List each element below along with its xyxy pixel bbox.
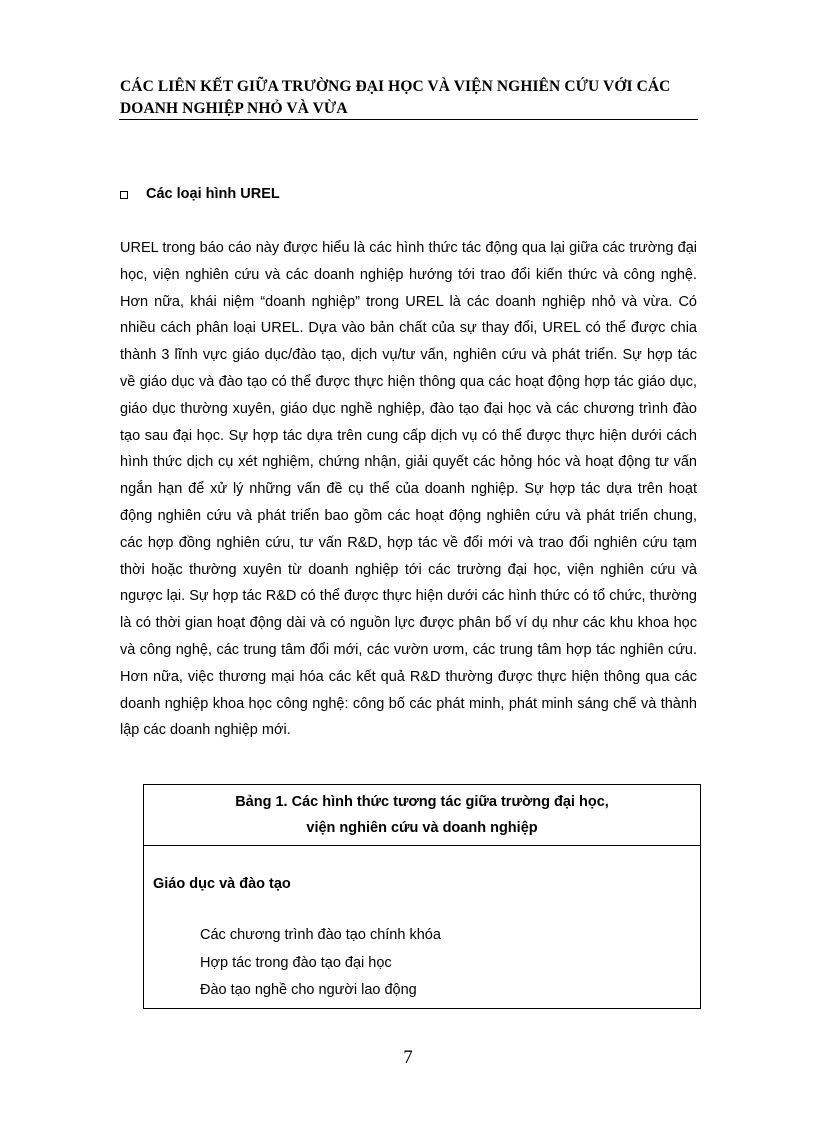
table-1 (143, 784, 701, 1009)
table-section-heading: Giáo dục và đào tạo (153, 876, 291, 892)
table-item: Đào tạo nghề cho người lao động (200, 982, 417, 998)
table-caption-line-2: viện nghiên cứu và doanh nghiệp (306, 820, 538, 836)
section-heading-text: Các loại hình UREL (146, 186, 280, 202)
section-heading (120, 184, 280, 204)
table-item: Các chương trình đào tạo chính khóa (200, 927, 441, 943)
table-caption-line-1: Bảng 1. Các hình thức tương tác giữa trường đại học, (235, 794, 609, 810)
page-number: 7 (403, 1047, 413, 1068)
table-item: Hợp tác trong đào tạo đại học (200, 954, 392, 971)
header-line-2: DOANH NGHIỆP NHỎ VÀ VỪA (120, 100, 348, 117)
table-item-list (200, 922, 441, 1005)
header-rule (119, 119, 698, 120)
header-line-1: CÁC LIÊN KẾT GIỮA TRƯỜNG ĐẠI HỌC VÀ VIỆN NGHIÊN CỨU VỚI CÁC (120, 78, 671, 95)
table-divider (144, 845, 700, 846)
running-header (120, 76, 698, 120)
square-bullet-icon (120, 191, 128, 199)
table-caption (144, 789, 700, 841)
body-paragraph: UREL trong báo cáo này được hiểu là các hình thức tác động qua lại giữa các trường đại học, viện nghiên cứu và các doanh nghiệp hướng tới trao đổi kiến thức và công nghệ. Hơn nữa, khái niệm “doanh nghiệp” trong UREL là các doanh nghiệp nhỏ và vừa. Có nhiều cách phân loại UREL. Dựa vào bản chất của sự thay đổi, UREL có thể được chia thành 3 lĩnh vực giáo dục/đào tạo, dịch vụ/tư vấn, nghiên cứu và phát triển. Sự hợp tác về giáo dục và đào tạo có thể được thực hiện thông qua các hoạt động hợp tác giáo dục, giáo dục thường xuyên, giáo dục nghề nghiệp, đào tạo đại học và các chương trình đào tạo sau đại học. Sự hợp tác dựa trên cung cấp dịch vụ có thể được thực hiện dưới cách hình thức dịch cụ xét nghiệm, chứng nhận, giải quyết các hỏng hóc và hoạt động tư vấn ngắn hạn để xử lý những vấn đề cụ thể của doanh nghiệp. Sự hợp tác dựa trên hoạt động nghiên cứu và phát triển bao gồm các hoạt động nghiên cứu và phát triển chung, các hợp đồng nghiên cứu, tư vấn R&D, hợp tác về đổi mới và trao đổi nghiên cứu tạm thời hoặc thường xuyên từ doanh nghiệp tới các trường đại học, viện nghiên cứu và ngược lại. Sự hợp tác R&D có thể được thực hiện dưới các hình thức có tổ chức, thường là có thời gian hoạt động dài và có nguồn lực được phân bổ ví dụ như các khu khoa học và công nghệ, các trung tâm đổi mới, các vườn ươm, các trung tâm hợp tác nghiên cứu. Hơn nữa, việc thương mại hóa các kết quả R&D thường được thực hiện thông qua các doanh nghiệp khoa học công nghệ: công bố các phát minh, phát minh sáng chế và thành lập các doanh nghiệp mới. (120, 240, 697, 739)
